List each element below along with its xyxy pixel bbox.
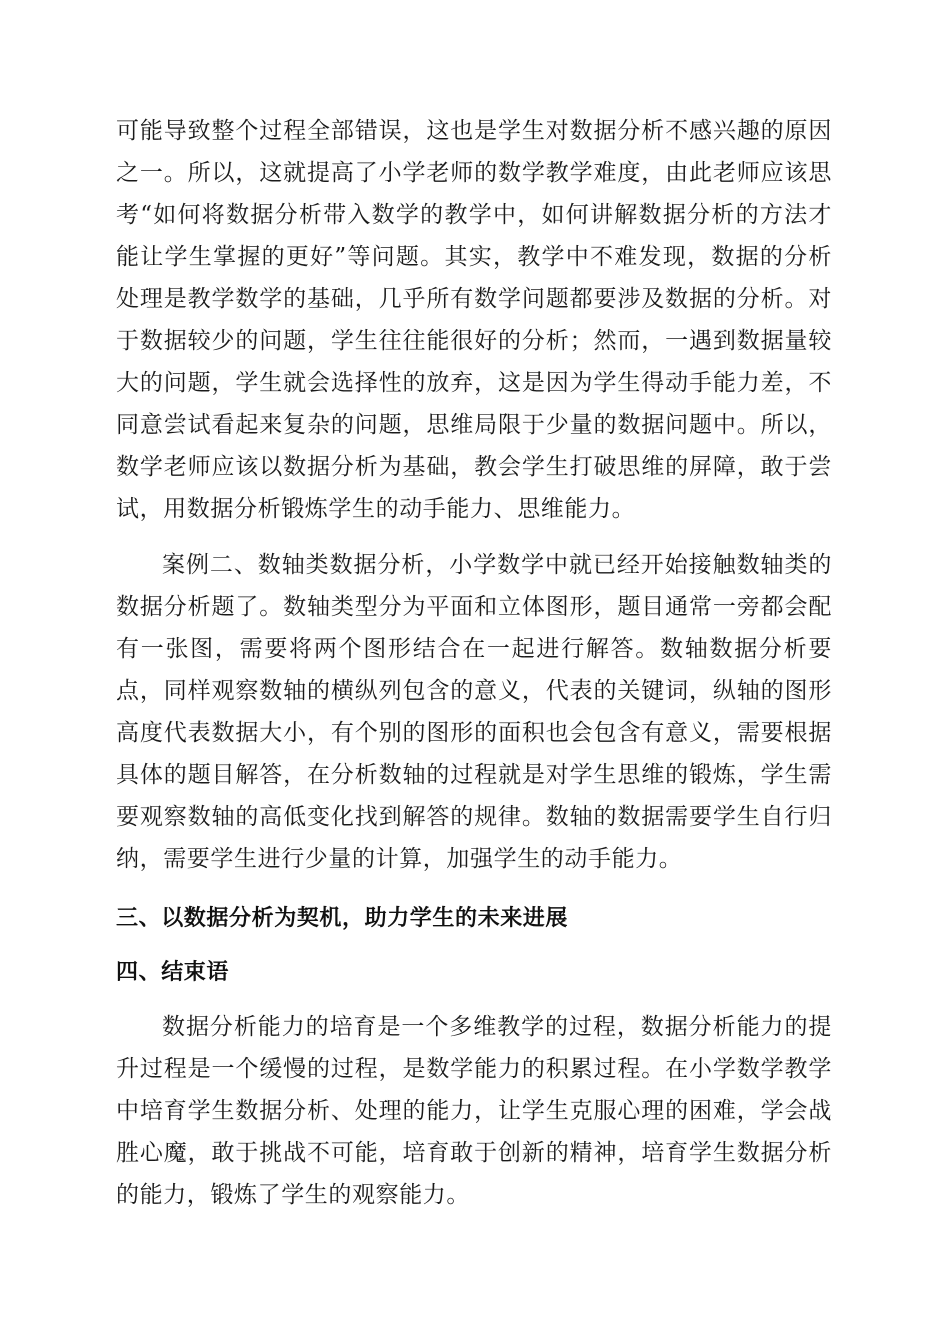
section-heading-three: 三、以数据分析为契机，助力学生的未来进展 xyxy=(116,906,569,931)
paragraph-case-two: 案例二、数轴类数据分析，小学数学中就已经开始接触数轴类的数据分析题了。数轴类型分为平面和立体图形，题目通常一旁都会配有一张图，需要将两个图形结合在一起进行解答。数轴数据分析要点，同样观察数轴的横纵列包含的意义，代表的关键词，纵轴的图形高度代表数据大小，有个别的图形的面积也会包含有意义，需要根据具体的题目解答，在分析数轴的过程就是对学生思维的锻炼，学生需要观察数轴的高低变化找到解答的规律。数轴的数据需要学生自行归纳，需要学生进行少量的计算，加强学生的动手能力。 xyxy=(116,552,832,872)
paragraph-conclusion: 数据分析能力的培育是一个多维教学的过程，数据分析能力的提升过程是一个缓慢的过程，是数学能力的积累过程。在小学数学教学中培育学生数据分析、处理的能力，让学生克服心理的困难，学会战胜心魔，敢于挑战不可能，培育敢于创新的精神，培育学生数据分析的能力，锻炼了学生的观察能力。 xyxy=(116,1014,832,1208)
section-heading-four: 四、结束语 xyxy=(116,960,230,985)
document-body xyxy=(116,110,832,1216)
paragraph-continuation: 可能导致整个过程全部错误，这也是学生对数据分析不感兴趣的原因之一。所以，这就提高了小学老师的数学教学难度，由此老师应该思考“如何将数据分析带入数学的教学中，如何讲解数据分析的方法才能让学生掌握的更好”等问题。其实，教学中不难发现，数据的分析处理是教学数学的基础，几乎所有数学问题都要涉及数据的分析。对于数据较少的问题，学生往往能很好的分析；然而，一遇到数据量较大的问题，学生就会选择性的放弃，这是因为学生得动手能力差，不同意尝试看起来复杂的问题，思维局限于少量的数据问题中。所以，数学老师应该以数据分析为基础，教会学生打破思维的屏障，敢于尝试，用数据分析锻炼学生的动手能力、思维能力。 xyxy=(116,118,832,522)
